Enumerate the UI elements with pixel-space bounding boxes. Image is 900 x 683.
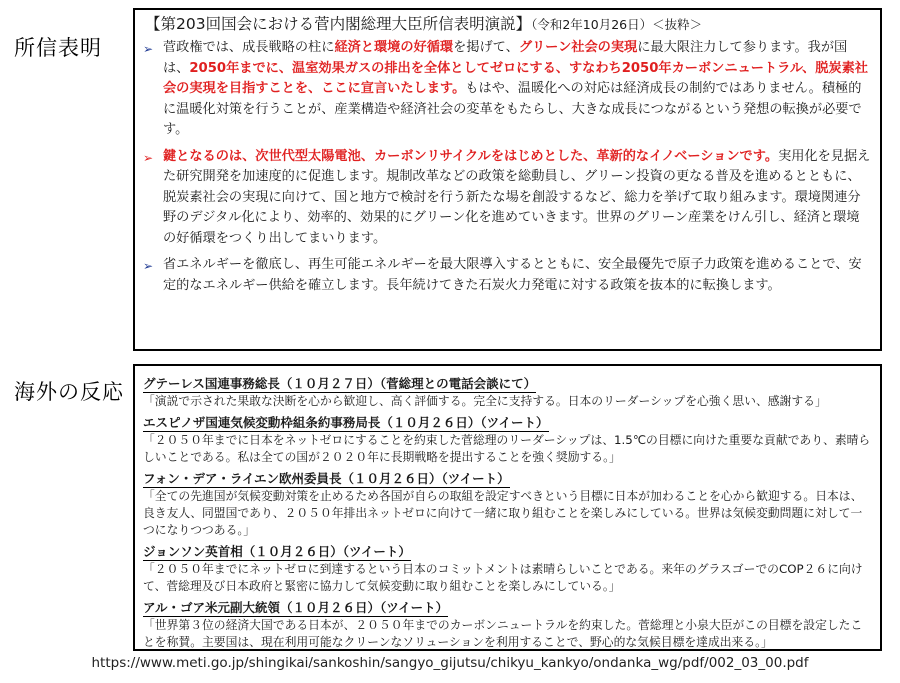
highlight-text-run: 2050年までに、温室効果ガスの排出を全体としてゼロにする、すなわち2050年カーボンニュートラル、脱炭素社会の実現を目指すことを、ここに宣言いたします。 [163,60,868,96]
reaction-quote: 「２０５０年までに日本をネットゼロにすることを約束した菅総理のリーダーシップは、1.5℃の目標に向けた重要な貢献であり、素晴らしいことである。私は全ての国が２０２０年に長期戦略を提出することを強く奨励する。」 [143,433,871,464]
reaction-item [143,373,872,410]
section-label-policy-speech: 所信表明 [14,36,102,60]
overseas-reaction-box [133,364,882,651]
text-run: 実用化を見据えた研究開発を加速度的に促進します。規制改革などの政策を総動員し、グリーン投資の更なる普及を進めるとともに、脱炭素社会の実現に向けて、国と地方で検討を行う新たな場を創設するなど、総力を挙げて取り組みます。環境関連分野のデジタル化により、効率的、効果的にグリーン化を進めていきます。世界のグリーン産業をけん引し、経済と環境の好循環をつくり出してまいります。 [163,148,871,246]
speech-bullet [143,255,872,296]
text-run: に最大限注力して参ります。我が国は、 [163,40,848,76]
speech-bullet-text [163,147,872,250]
text-run: 省エネルギーを徹底し、再生可能エネルギーを最大限導入するとともに、安全最優先で原子力政策を進めることで、安定的なエネルギー供給を確立します。長年続けてきた石炭火力発電に対する政策を抜本的に転換します。 [163,257,862,293]
reaction-speaker: エスピノザ国連気候変動枠組条約事務局長（１０月２６日）（ツイート） [143,415,549,430]
reaction-quote: 「全ての先進国が気候変動対策を止めるため各国が自らの取組を設定すべきという目標に日本が加わることを心から歓迎する。日本は、良き友人、同盟国であり、２０５０年排出ネットゼロに向けて一緒に取り組むことを楽しみにしている。世界は気候変動問題に対して一つになりつつある。」 [143,489,863,537]
highlight-text-run: 鍵となるのは、次世代型太陽電池、カーボンリサイクルをはじめとした、革新的なイノベーションです。 [163,148,779,164]
arrow-bullet-icon: ➢ [143,150,154,165]
reaction-speaker: アル・ゴア米元副大統領（１０月２６日）（ツイート） [143,600,449,615]
speech-bullet-text [163,38,872,141]
reaction-item [143,468,872,539]
reaction-speaker: フォン・デア・ライエン欧州委員長（１０月２６日）（ツイート） [143,471,510,486]
speech-bullet-text [163,255,872,296]
reaction-quote: 「世界第３位の経済大国である日本が、２０５０年までのカーボンニュートラルを約束した。菅総理と小泉大臣がこの目標を設定したことを称賛。主要国は、現在利用可能なクリーンなソリューションを利用することで、野心的な気候目標を達成出来る。」 [143,618,863,649]
speech-title-sub: （令和2年10月26日）＜抜粋＞ [531,17,703,32]
reaction-speaker: ジョンソン英首相（１０月２６日）（ツイート） [143,544,411,559]
text-run: もはや、温暖化への対応は経済成長の制約ではありません。積極的に温暖化対策を行うことが、産業構造や経済社会の変革をもたらし、大きな成長につながるという発想の転換が必要です。 [163,81,862,137]
reaction-item [143,541,872,595]
speech-title-main: 【第203回国会における菅内閣総理大臣所信表明演説】 [145,15,532,33]
text-run: を掲げて、 [453,40,519,55]
arrow-bullet-icon: ➢ [143,259,154,273]
reaction-speaker: グテーレス国連事務総長（１０月２７日）（菅総理との電話会談にて） [143,376,537,391]
highlight-text-run: 経済と環境の好循環 [334,40,454,55]
source-url: https://www.meti.go.jp/shingikai/sankoshin/sangyo_gijutsu/chikyu_kankyo/ondanka_wg/pdf/002_03_00.pdf [91,655,809,671]
highlight-text-run: グリーン社会の実現 [518,40,638,55]
reaction-item [143,412,872,466]
speech-bullet [143,38,872,141]
section-label-overseas-reaction: 海外の反応 [14,380,124,404]
reaction-item [143,597,872,651]
text-run: 菅政権では、成長戦略の柱に [163,40,335,55]
speech-bullet [143,147,872,250]
policy-speech-box [133,8,882,351]
arrow-bullet-icon: ➢ [143,42,154,56]
reaction-quote: 「２０５０年までにネットゼロに到達するという日本のコミットメントは素晴らしいことである。来年のグラスゴーでのCOP２６に向けて、菅総理及び日本政府と緊密に協力して気候変動に取り組むことを楽しみにしている。」 [143,562,863,593]
reaction-quote: 「演説で示された果敢な決断を心から歓迎し、高く評価する。完全に支持する。日本のリーダーシップを心強く思い、感謝する」 [143,394,827,408]
speech-title [145,14,872,35]
